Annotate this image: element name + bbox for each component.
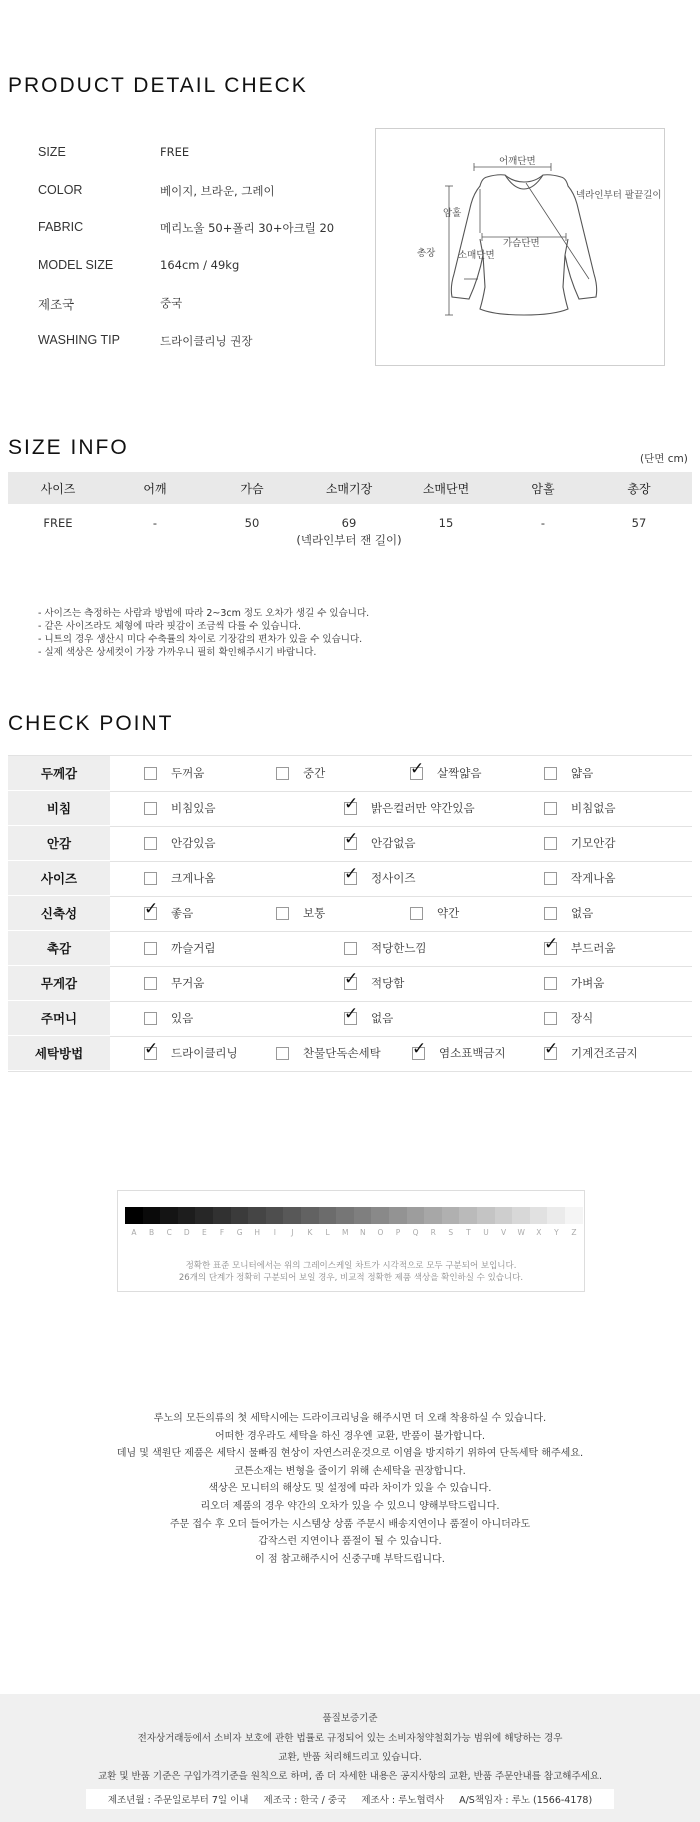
notice-line: 색상은 모니터의 해상도 및 설정에 따라 차이가 있을 수 있습니다. [208,1483,492,1495]
check-option-label: 좋음 [171,906,194,920]
checkbox[interactable] [276,907,289,920]
check-option[interactable] [544,1036,638,1070]
footer-line-3: 교환 및 반품 기준은 구입가격기준을 원칙으로 하며, 좀 더 자세한 내용은 공지사항의 교환, 반품 주문안내를 참고해주세요. [97,1771,603,1782]
gray-swatch [495,1207,513,1224]
notice-line: 주문 접수 후 오더 들어가는 시스템상 상품 주문시 배송지연이나 품절이 아니더라도 [169,1518,531,1530]
size-note: - 사이즈는 측정하는 사람과 방법에 따라 2~3cm 정도 오차가 생길 수 있습니다. [38,608,370,619]
size-header-cell: 소매단면 [422,482,470,496]
gray-letter: B [149,1228,155,1237]
size-header-cell: 암홀 [531,482,555,496]
size-value-cell [43,516,72,530]
label-armhole: 암홀 [443,208,462,219]
size-value-cell [296,516,401,548]
check-option-label: 중간 [303,766,326,780]
checkmark-icon: ✓ [144,1038,159,1059]
gray-letter: Z [571,1228,577,1237]
check-option-label: 무거움 [171,976,205,990]
check-row-label: 촉감 [8,931,110,965]
check-option[interactable] [144,1036,238,1070]
check-option-label: 염소표백금지 [439,1046,506,1060]
label-shoulder: 어깨단면 [499,156,536,167]
size-note: - 같은 사이즈라도 체형에 따라 핏감이 조금씩 다를 수 있습니다. [38,621,302,632]
check-option[interactable] [544,791,615,825]
notice-line: 갑작스런 지연이나 품절이 될 수 있습니다. [258,1536,442,1548]
check-option[interactable] [344,931,427,965]
check-option-label: 적당한느낌 [371,941,427,955]
gray-letter: K [307,1228,313,1237]
detail-value: 164cm / 49kg [160,258,240,272]
detail-row [38,183,378,203]
check-option[interactable] [344,861,415,895]
notice-line: 이 점 참고해주시어 신중구매 부탁드립니다. [255,1553,445,1565]
check-option[interactable] [144,931,215,965]
check-row [8,1036,692,1072]
gray-swatch [565,1207,583,1224]
size-value: - [540,516,546,530]
check-row [8,1001,692,1037]
check-option-label: 없음 [571,906,594,920]
checkbox[interactable] [544,767,557,780]
gray-swatch [143,1207,161,1224]
notice-line: 리오더 제품의 경우 약간의 오차가 있을 수 있으니 양해부탁드립니다. [200,1501,500,1512]
size-value: - [152,516,158,530]
check-row [8,791,692,827]
size-value-cell [245,516,260,530]
footer-info: 제조년월 : 주문일로부터 7일 이내 제조국 : 한국 / 중국 제조사 : 루노협력사 A/S책임자 : 루노 (1566-4178) [107,1795,593,1806]
footer-line-2: 교환, 반품 처리해드리고 있습니다. [278,1752,422,1763]
detail-row [38,145,378,165]
check-option[interactable] [544,896,593,930]
check-row-label: 무게감 [8,966,110,1000]
check-option[interactable] [544,931,615,965]
gray-letter: T [466,1228,471,1237]
check-option-label: 정사이즈 [371,871,416,885]
checkmark-icon: ✓ [344,968,359,989]
size-value: FREE [43,516,73,530]
gray-swatch [336,1207,354,1224]
check-option[interactable] [144,756,204,790]
checkbox[interactable] [144,942,157,955]
gray-letter: E [202,1228,207,1237]
detail-key: WASHING TIP [38,333,120,347]
check-option[interactable] [344,966,404,1000]
check-row [8,896,692,932]
check-option-label: 밝은컬러만 약간있음 [371,801,475,815]
check-option-label: 없음 [371,1011,394,1025]
gray-letter: H [254,1228,260,1237]
check-option[interactable] [412,1036,506,1070]
size-info-title: SIZE INFO [8,436,129,459]
checkbox[interactable] [410,907,423,920]
gray-letter: X [536,1228,542,1237]
gray-swatch [301,1207,319,1224]
check-option[interactable] [344,1001,393,1035]
check-row-label: 세탁방법 [8,1036,110,1070]
checkbox[interactable] [544,872,557,885]
gray-letter: W [517,1228,525,1237]
detail-value: 중국 [160,296,183,310]
size-value: 15 [438,516,454,530]
check-option[interactable] [544,826,615,860]
gray-swatch [213,1207,231,1224]
check-option[interactable] [544,966,604,1000]
check-row-label: 두께감 [8,756,110,790]
check-row-label: 사이즈 [8,861,110,895]
size-value: 69 [341,516,357,530]
gray-letter: O [377,1228,384,1237]
check-option[interactable] [144,826,215,860]
checkmark-icon: ✓ [410,758,425,779]
detail-title: PRODUCT DETAIL CHECK [8,74,308,97]
check-option-label: 비침없음 [571,801,616,815]
detail-key: FABRIC [38,220,84,234]
checkbox[interactable] [144,767,157,780]
gray-swatch [512,1207,530,1224]
checkbox[interactable] [144,837,157,850]
gray-swatch [547,1207,565,1224]
check-option-label: 부드러움 [571,941,616,955]
checkmark-icon: ✓ [344,863,359,884]
size-header-cell: 총장 [627,482,651,496]
checkmark-icon: ✓ [344,793,359,814]
checkmark-icon: ✓ [412,1038,427,1059]
checkbox[interactable] [544,802,557,815]
quality-footer [0,1694,700,1822]
gray-letter: D [183,1228,190,1237]
gray-swatch [248,1207,266,1224]
garment-diagram [375,128,665,366]
check-row-label: 신축성 [8,896,110,930]
checkbox[interactable] [144,872,157,885]
detail-key: COLOR [38,183,83,197]
gray-swatch [442,1207,460,1224]
size-header-cell: 소매기장 [325,482,373,496]
label-chest: 가슴단면 [503,238,540,249]
check-option[interactable] [344,826,415,860]
gray-swatch [407,1207,425,1224]
check-option[interactable] [410,756,481,790]
size-value-cell [541,516,545,530]
gray-letter: C [166,1228,172,1237]
checkbox[interactable] [344,942,357,955]
checkmark-icon: ✓ [344,1003,359,1024]
footer-line-1: 전자상거래등에서 소비자 보호에 관한 법률로 규정되어 있는 소비자청약철회가능 범위에 해당하는 경우 [137,1733,563,1744]
detail-row [38,295,378,315]
check-option-label: 찬물단독손세탁 [303,1046,381,1060]
gray-swatch [530,1207,548,1224]
check-option[interactable] [144,861,215,895]
checked-checkbox[interactable] [344,793,359,815]
gray-letter: I [273,1228,276,1237]
check-option[interactable] [276,1036,381,1070]
checkmark-icon: ✓ [344,828,359,849]
size-header-cell: 가슴 [240,482,264,496]
notice-line: 코튼소재는 변형을 줄이기 위해 손세탁을 권장합니다. [234,1465,466,1477]
gray-swatch [195,1207,213,1224]
grayscale-chart [117,1190,585,1292]
check-row [8,861,692,897]
gray-swatch [371,1207,389,1224]
footer-title: 품질보증기준 [322,1713,378,1724]
check-option-label: 보통 [303,906,326,920]
check-option[interactable] [144,896,193,930]
gray-letter: S [448,1228,454,1237]
checkbox[interactable] [544,1012,557,1025]
gray-letter: Q [412,1228,419,1237]
checkmark-icon: ✓ [144,898,159,919]
size-value-cell [439,516,454,530]
detail-row [38,220,378,240]
check-option-label: 드라이클리닝 [171,1046,238,1060]
check-option-label: 비침있음 [171,801,216,815]
check-option-label: 안감있음 [171,836,216,850]
gray-letter: R [430,1228,436,1237]
detail-value: FREE [160,145,190,159]
checked-checkbox[interactable] [344,828,359,850]
detail-key: 제조국 [38,298,75,312]
checked-checkbox[interactable] [144,898,159,920]
footer-info-box [86,1789,614,1809]
gray-swatch [160,1207,178,1224]
detail-value: 메리노울 50+폴리 30+아크릴 20 [160,221,335,235]
gray-swatch [424,1207,442,1224]
size-value-cell [153,516,157,530]
check-option-label: 안감없음 [371,836,416,850]
size-note: - 니트의 경우 생산시 미다 수축률의 차이로 기장감의 편차가 있을 수 있습니다. [38,634,363,645]
gray-letter: L [325,1228,330,1237]
checked-checkbox[interactable] [544,933,559,955]
check-row [8,826,692,862]
checkbox[interactable] [544,907,557,920]
check-option-label: 작게나옴 [571,871,616,885]
check-option[interactable] [144,966,204,1000]
check-option[interactable] [276,756,325,790]
size-note: - 실제 색상은 상세컷이 가장 가까우니 필히 확인해주시기 바랍니다. [38,647,317,658]
check-option[interactable] [544,756,593,790]
check-row [8,966,692,1002]
checkbox[interactable] [544,837,557,850]
detail-key: SIZE [38,145,66,159]
check-point-title: CHECK POINT [8,712,174,735]
checkmark-icon: ✓ [544,1038,559,1059]
size-value-cell [632,516,647,530]
check-option-label: 기모안감 [571,836,616,850]
gray-letter: N [359,1228,366,1237]
size-value: 57 [631,516,647,530]
label-sleeve-length: 넥라인부터 팔끝길이 [576,190,662,201]
gray-letter: J [291,1228,294,1237]
check-option-label: 까슬거림 [171,941,216,955]
gray-swatch [266,1207,284,1224]
gray-swatch [354,1207,372,1224]
checkbox[interactable] [144,977,157,990]
check-option-label: 크게나옴 [171,871,216,885]
gray-letter: U [483,1228,489,1237]
gray-swatch [389,1207,407,1224]
gray-letter: M [341,1228,349,1237]
check-row-label: 주머니 [8,1001,110,1035]
label-total-length: 총장 [417,248,436,259]
notice-line: 루노의 모든의류의 첫 세탁시에는 드라이크리닝을 해주시면 더 오래 착용하실 수 있습니다. [153,1413,547,1424]
checked-checkbox[interactable] [544,1038,559,1060]
size-unit: (단면 cm) [640,453,688,465]
gray-swatch [125,1207,143,1224]
checked-checkbox[interactable] [144,1038,159,1060]
check-option-label: 장식 [571,1011,594,1025]
detail-value: 드라이클리닝 권장 [160,334,253,348]
size-header-cell: 사이즈 [40,482,76,496]
gray-letter: V [501,1228,507,1237]
checked-checkbox[interactable] [344,968,359,990]
check-option-label: 기계건조금지 [571,1046,638,1060]
detail-key: MODEL SIZE [38,258,114,272]
grayscale-caption-2: 26개의 단계가 정확히 구분되어 보일 경우, 비교적 정확한 제품 색상을 확인하실 수 있습니다. [178,1273,524,1283]
check-option-label: 가벼움 [571,976,605,990]
check-option-label: 두꺼움 [171,766,205,780]
checkbox[interactable] [276,1047,289,1060]
sleeve-note: (넥라인부터 잰 길이) [296,533,402,547]
gray-swatch [477,1207,495,1224]
check-row-label: 비침 [8,791,110,825]
gray-swatch [283,1207,301,1224]
checkbox[interactable] [144,802,157,815]
check-option[interactable] [344,791,475,825]
gray-swatch [178,1207,196,1224]
gray-letter: P [395,1228,401,1237]
check-row [8,756,692,792]
gray-letter: Y [554,1228,559,1237]
check-option-label: 얇음 [571,766,594,780]
check-option-label: 살짝얇음 [437,766,482,780]
detail-value: 베이지, 브라운, 그레이 [160,184,275,198]
check-row [8,931,692,967]
size-header-cell: 어깨 [143,482,167,496]
checkmark-icon: ✓ [544,933,559,954]
gray-swatch [319,1207,337,1224]
check-option[interactable] [544,1001,593,1035]
size-value: 50 [244,516,260,530]
gray-letter: A [131,1228,137,1237]
notice-line: 데님 및 색원단 제품은 세탁시 물빠짐 현상이 자연스러운것으로 이염을 방지하기 위하여 단독세탁 해주세요. [116,1448,584,1460]
checkbox[interactable] [544,977,557,990]
check-row-label: 안감 [8,826,110,860]
check-option[interactable] [276,896,325,930]
checked-checkbox[interactable] [412,1038,427,1060]
check-option-label: 있음 [171,1011,194,1025]
checked-checkbox[interactable] [344,863,359,885]
checkbox[interactable] [276,767,289,780]
checkbox[interactable] [144,1012,157,1025]
gray-swatch [231,1207,249,1224]
gray-letter: F [219,1228,225,1237]
check-option-label: 적당함 [371,976,405,990]
check-option[interactable] [144,1001,193,1035]
check-option-label: 약간 [437,906,460,920]
gray-letter: G [236,1228,243,1237]
check-option[interactable] [544,861,615,895]
label-sleeve-width: 소매단면 [458,250,495,261]
gray-swatch [459,1207,477,1224]
notice-line: 어떠한 경우라도 세탁을 하신 경우엔 교환, 반품이 불가합니다. [214,1430,486,1442]
grayscale-caption-1: 정확한 표준 모니터에서는 위의 그레이스케일 차트가 시각적으로 모두 구분되어 보입니다. [185,1261,517,1271]
detail-row [38,258,378,278]
checked-checkbox[interactable] [344,1003,359,1025]
detail-row [38,333,378,353]
checked-checkbox[interactable] [410,758,425,780]
check-option[interactable] [410,896,459,930]
check-option[interactable] [144,791,215,825]
